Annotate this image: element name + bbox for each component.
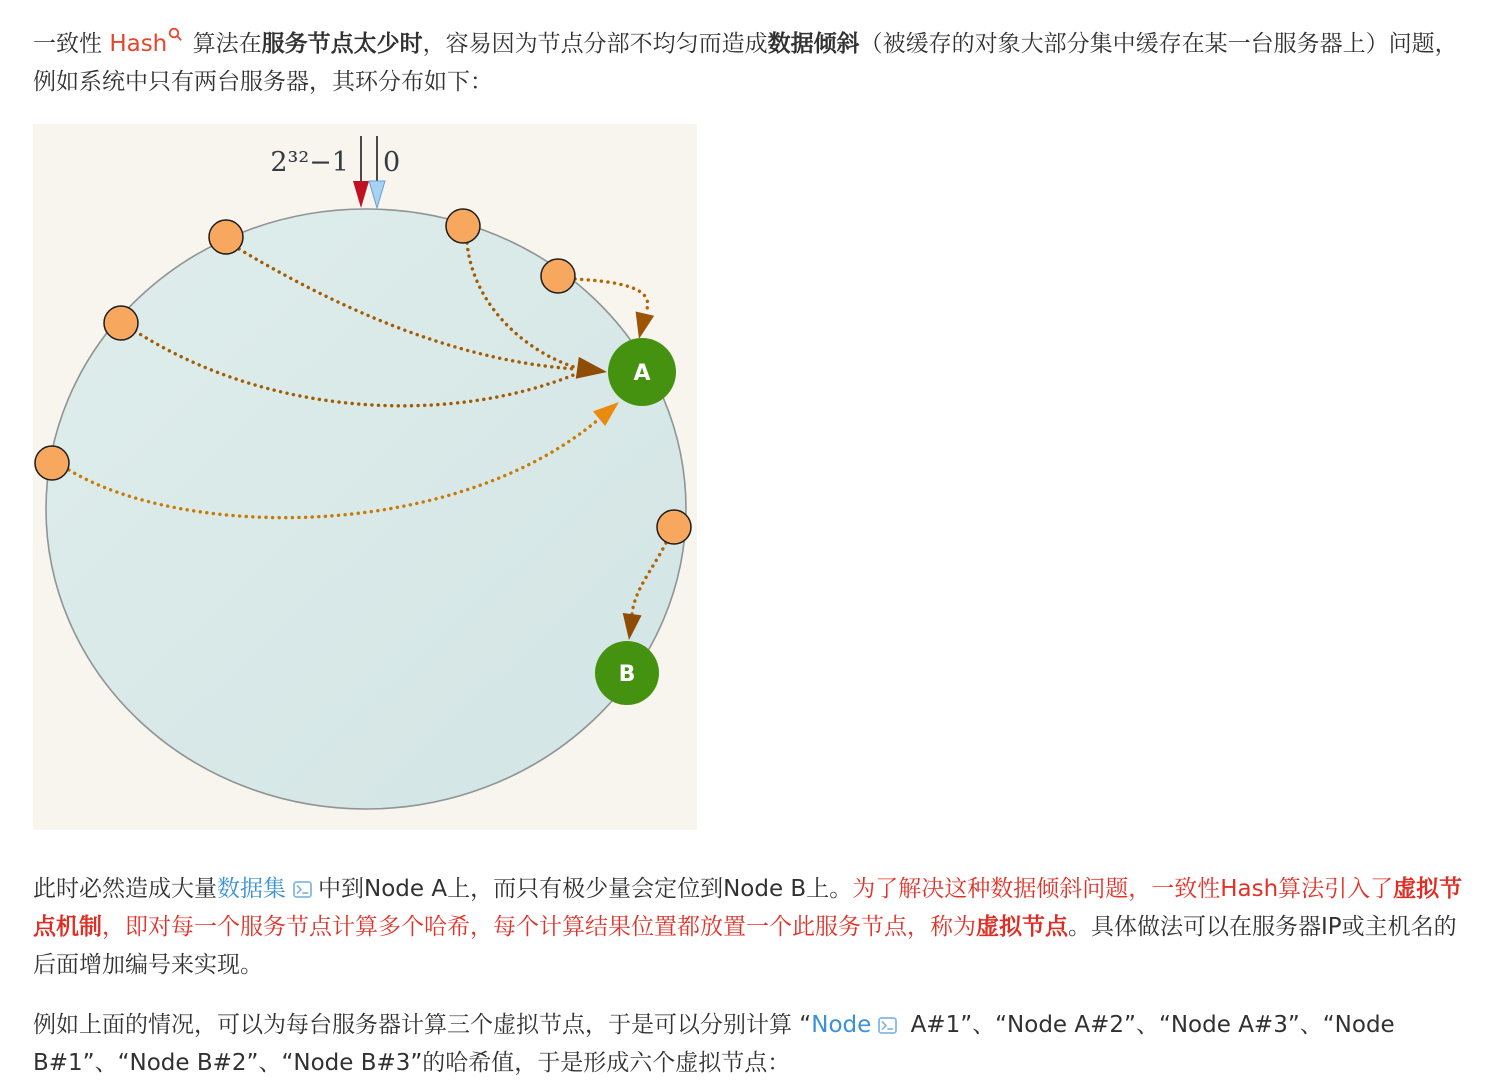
server-node-b-label: B bbox=[618, 662, 636, 687]
text-run: 算法在 bbox=[185, 31, 262, 57]
object-node-6 bbox=[657, 510, 691, 544]
server-node-a-label: A bbox=[633, 361, 651, 386]
dataset-link-label: 数据集 bbox=[217, 876, 286, 902]
text-run: 。具体做法可以在服务器IP或主机名的后面增加编号来实现。 bbox=[33, 914, 1457, 978]
hash-ring-figure bbox=[33, 124, 697, 830]
text-run: 一致性 bbox=[33, 31, 110, 57]
paragraph-virtual-nodes bbox=[33, 1006, 1463, 1082]
paragraph-intro bbox=[33, 25, 1463, 101]
object-node-2 bbox=[104, 306, 138, 340]
ring-zero-label: 0 bbox=[383, 147, 401, 178]
server-node-b bbox=[595, 641, 659, 705]
object-node-3 bbox=[35, 446, 69, 480]
bold-data-skew: 数据倾斜 bbox=[767, 31, 860, 57]
red-bold-virtual-mechanism: 虚拟节点机制 bbox=[33, 876, 1463, 940]
text-run: 例如上面的情况，可以为每台服务器计算三个虚拟节点，于是可以分别计算 “ bbox=[33, 1012, 812, 1038]
text-run: 此时必然造成大量 bbox=[33, 876, 217, 902]
ring-max-label: 2³²−1 bbox=[270, 147, 349, 178]
red-text-run: 为了解决这种数据倾斜问题，一致性Hash算法引入了 bbox=[852, 876, 1394, 902]
node-link[interactable] bbox=[811, 1012, 903, 1038]
object-node-5 bbox=[541, 259, 575, 293]
hash-link-label: Hash bbox=[109, 31, 168, 57]
paragraph-data-skew bbox=[33, 870, 1463, 984]
node-link-label: Node bbox=[811, 1012, 872, 1038]
search-icon[interactable] bbox=[168, 27, 183, 42]
dataset-link[interactable] bbox=[217, 876, 318, 902]
hash-ring-diagram bbox=[33, 124, 697, 830]
hash-ring-circle bbox=[46, 209, 686, 809]
text-run: A#1”、“Node A#2”、“Node A#3”、“Node B#1”、“Node B#2”、“Node B#3”的哈希值，于是形成六个虚拟节点： bbox=[33, 1012, 1395, 1076]
server-node-a bbox=[608, 338, 676, 406]
red-text-run: ，即对每一个服务节点计算多个哈希，每个计算结果位置都放置一个此服务节点，称为 bbox=[102, 914, 976, 940]
bold-few-nodes: 服务节点太少时 bbox=[261, 31, 423, 57]
object-node-1 bbox=[209, 220, 243, 254]
text-run: 中到Node A上，而只有极少量会定位到Node B上。 bbox=[318, 876, 853, 902]
object-node-4 bbox=[446, 209, 480, 243]
terminal-icon[interactable] bbox=[293, 881, 312, 898]
terminal-icon[interactable] bbox=[878, 1017, 897, 1034]
red-bold-virtual-node: 虚拟节点 bbox=[976, 914, 1068, 940]
text-run: ，容易因为节点分部不均匀而造成 bbox=[422, 31, 768, 57]
text-run: （被缓存的对象大部分集中缓存在某一台服务器上）问题，例如系统中只有两台服务器，其环分布如下： bbox=[33, 31, 1458, 95]
hash-link[interactable] bbox=[109, 31, 185, 57]
